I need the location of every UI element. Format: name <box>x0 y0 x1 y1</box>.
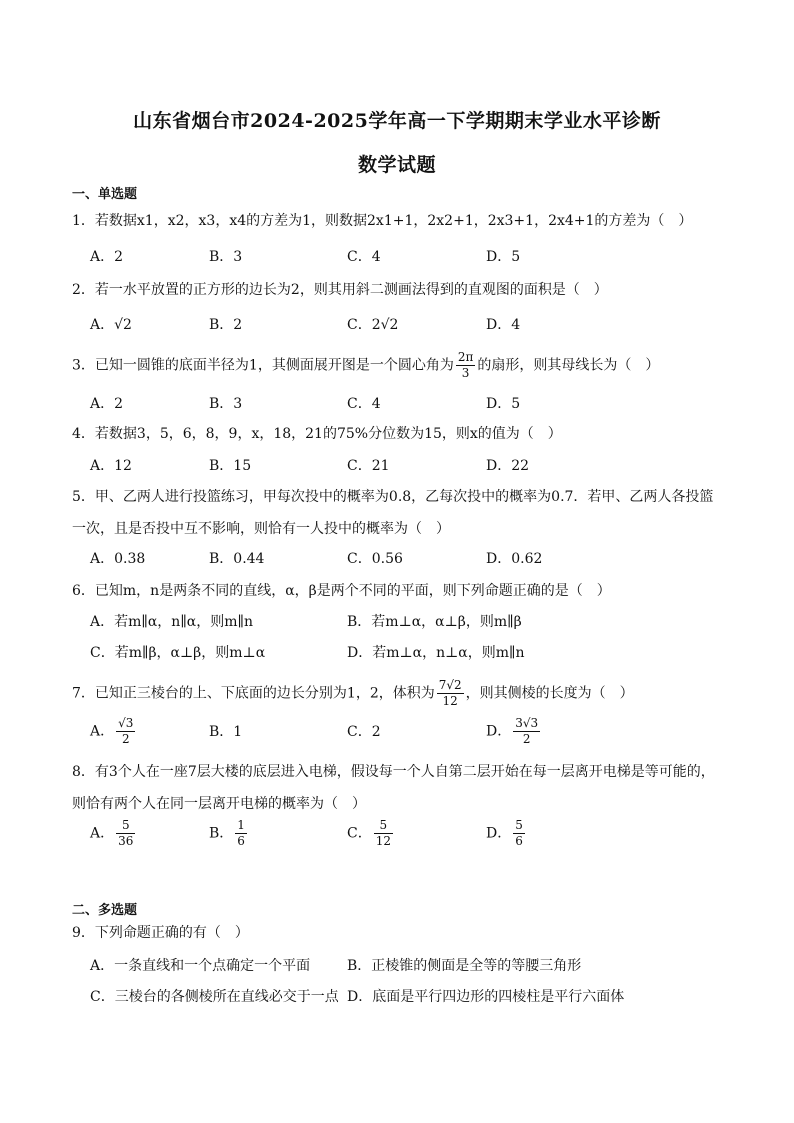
q9-option-a: A．一条直线和一个点确定一个平面 <box>90 958 311 974</box>
q7-a-num: √3 <box>118 716 134 730</box>
q4-option-a: A．12 <box>90 458 132 474</box>
q7-d-num: 3√3 <box>515 716 539 730</box>
q8-option-d <box>486 818 527 849</box>
q4-option-d: D．22 <box>486 458 530 474</box>
q3-fraction <box>456 350 476 381</box>
q8-d-den: 6 <box>515 834 523 848</box>
q8-option-b-label: B． <box>209 825 234 842</box>
q7-option-c: C．2 <box>347 724 381 740</box>
q7-option-a-fraction <box>116 716 135 747</box>
q5-option-a: A．0.38 <box>90 551 146 567</box>
q1-option-a: A．2 <box>90 249 124 265</box>
q7-option-d-fraction <box>513 716 540 747</box>
q3-text-post: 的扇形，则其母线长为（ ） <box>477 357 660 374</box>
question-3 <box>72 350 659 381</box>
q6-option-d: D．若m⊥α，n⊥α，则m∥n <box>347 645 525 661</box>
q8-c-den: 12 <box>375 834 391 848</box>
q3-option-b: B．3 <box>209 396 243 412</box>
page-title: 山东省烟台市2024-2025学年高一下学期期末学业水平诊断 <box>133 110 661 132</box>
q8-c-num: 5 <box>374 818 393 834</box>
q1-option-d: D．5 <box>486 249 521 265</box>
page-subtitle: 数学试题 <box>357 154 436 176</box>
q8-b-num: 1 <box>237 818 245 832</box>
q5-option-b: B．0.44 <box>209 551 265 567</box>
q8-d-num: 5 <box>515 818 523 832</box>
question-1: 1．若数据x1，x2，x3，x4的方差为1，则数据2x1+1，2x2+1，2x3+1，2x4+1的方差为（ ） <box>72 213 693 229</box>
q7-option-d-label: D． <box>486 723 512 740</box>
q2-option-a: A．√2 <box>90 317 132 333</box>
q3-frac-den: 3 <box>461 366 470 380</box>
q8-option-a-label: A． <box>90 825 115 842</box>
q5-option-d: D．0.62 <box>486 551 543 567</box>
q8-option-d-fraction <box>513 818 525 849</box>
q6-option-c: C．若m∥β，α⊥β，则m⊥α <box>90 645 266 661</box>
question-8: 8．有3个人在一座7层大楼的底层进入电梯，假设每一个人自第二层开始在每一层离开电梯是等可能的，则恰有两个人在同一层离开电梯的概率为（ ） <box>72 764 715 812</box>
q7-option-a <box>90 716 137 747</box>
q8-a-num: 5 <box>116 818 135 834</box>
q8-option-c <box>347 818 395 849</box>
q7-frac-num: 7√2 <box>438 678 462 692</box>
q9-option-b: B．正棱锥的侧面是全等的等腰三角形 <box>347 958 582 974</box>
q7-frac-den: 12 <box>442 694 458 708</box>
q7-option-b: B．1 <box>209 724 243 740</box>
q7-a-den: 2 <box>121 732 130 746</box>
q2-option-b: B．2 <box>209 317 243 333</box>
q8-option-c-label: C． <box>347 825 372 842</box>
section-single-choice: 一、单选题 <box>72 187 138 202</box>
section-multi-choice: 二、多选题 <box>72 903 138 918</box>
q8-option-a <box>90 818 137 849</box>
q8-option-c-fraction <box>374 818 393 849</box>
q3-option-a: A．2 <box>90 396 124 412</box>
q3-text-pre: 3．已知一圆锥的底面半径为1，其侧面展开图是一个圆心角为 <box>72 357 454 374</box>
q8-option-a-fraction <box>116 818 135 849</box>
q7-option-a-label: A． <box>90 723 115 740</box>
q4-option-b: B．15 <box>209 458 252 474</box>
q7-d-den: 2 <box>522 732 531 746</box>
q8-option-b-fraction <box>235 818 247 849</box>
q6-option-a: A．若m∥α，n∥α，则m∥n <box>90 614 254 630</box>
q7-text-pre: 7．已知正三棱台的上、下底面的边长分别为1，2，体积为 <box>72 685 435 702</box>
q3-option-c: C．4 <box>347 396 381 412</box>
q3-frac-num: 2π <box>457 350 474 364</box>
q1-option-c: C．4 <box>347 249 381 265</box>
q9-option-c: C．三棱台的各侧棱所在直线必交于一点 <box>90 989 339 1005</box>
q8-option-d-label: D． <box>486 825 512 842</box>
question-4: 4．若数据3，5，6，8，9，x，18，21的75%分位数为15，则x的值为（ ） <box>72 426 562 442</box>
q7-text-post: ，则其侧棱的长度为（ ） <box>465 685 634 702</box>
q8-b-den: 6 <box>237 834 245 848</box>
q7-fraction <box>437 678 464 709</box>
q1-option-b: B．3 <box>209 249 243 265</box>
q2-option-c: C．2√2 <box>347 317 399 333</box>
q5-option-c: C．0.56 <box>347 551 403 567</box>
question-2: 2．若一水平放置的正方形的边长为2，则其用斜二测画法得到的直观图的面积是（ ） <box>72 282 608 298</box>
q8-a-den: 36 <box>118 834 134 848</box>
q8-option-b <box>209 818 249 849</box>
q7-option-d <box>486 716 542 747</box>
question-5: 5．甲、乙两人进行投篮练习，甲每次投中的概率为0.8，乙每次投中的概率为0.7．若甲、乙两人各投篮一次，且是否投中互不影响，则恰有一人投中的概率为（ ） <box>72 489 714 537</box>
q2-option-d: D．4 <box>486 317 521 333</box>
q4-option-c: C．21 <box>347 458 390 474</box>
question-7 <box>72 678 634 709</box>
q6-option-b: B．若m⊥α，α⊥β，则m∥β <box>347 614 522 630</box>
q9-option-d: D．底面是平行四边形的四棱柱是平行六面体 <box>347 989 625 1005</box>
question-6: 6．已知m，n是两条不同的直线，α，β是两个不同的平面，则下列命题正确的是（ ） <box>72 583 611 599</box>
q3-option-d: D．5 <box>486 396 521 412</box>
question-9: 9．下列命题正确的有（ ） <box>72 925 249 941</box>
